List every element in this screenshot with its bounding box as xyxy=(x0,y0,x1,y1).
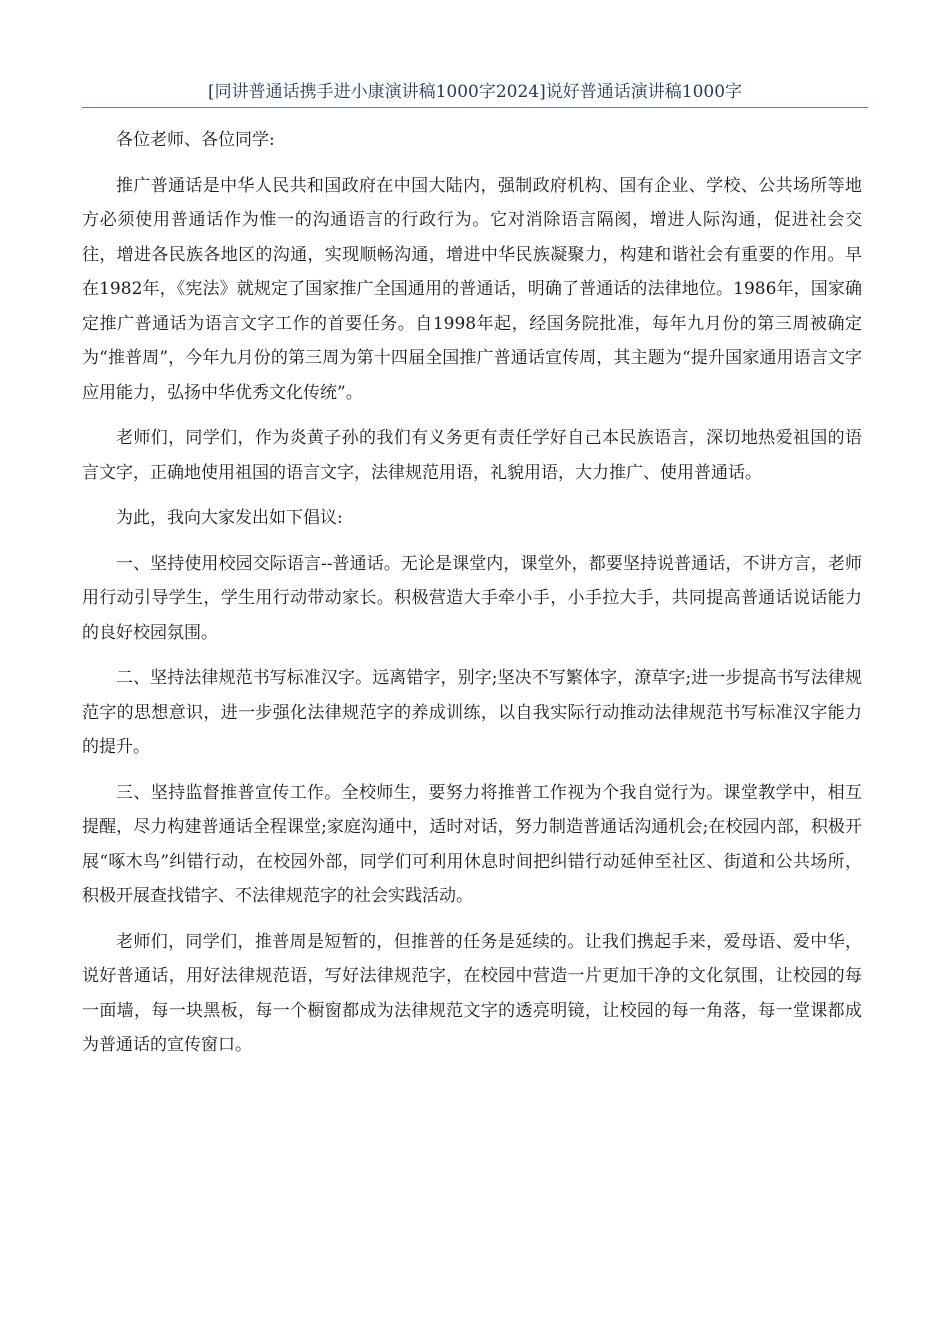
document-body xyxy=(82,123,862,1074)
body-paragraph: 老师们，同学们，作为炎黄子孙的我们有义务更有责任学好自己本民族语言，深切地热爱祖国的语言文字，正确地使用祖国的语言文字，法律规范用语，礼貌用语，大力推广、使用普通话。 xyxy=(82,428,862,483)
body-paragraph: 一、坚持使用校园交际语言--普通话。无论是课堂内，课堂外，都要坚持说普通话，不讲方言，老师用行动引导学生，学生用行动带动家长。积极营造大手牵小手，小手拉大手，共同提高普通话说话能力的良好校园氛围。 xyxy=(82,553,862,643)
body-paragraph: 三、坚持监督推普宣传工作。全校师生，要努力将推普工作视为个我自觉行为。课堂教学中，相互提醒，尽力构建普通话全程课堂;家庭沟通中，适时对话，努力制造普通话沟通机会;在校园内部，积极开展“啄木鸟”纠错行动，在校园外部，同学们可利用休息时间把纠错行动延伸至社区、街道和公共场所，积极开展查找错字、不法律规范字的社会实践活动。 xyxy=(82,782,862,906)
body-paragraph: 推广普通话是中华人民共和国政府在中国大陆内，强制政府机构、国有企业、学校、公共场所等地方必须使用普通话作为惟一的沟通语言的行政行为。它对消除语言隔阂，增进人际沟通，促进社会交往，增进各民族各地区的沟通，实现顺畅沟通，增进中华民族凝聚力，构建和谐社会有重要的作用。早在1982年，《宪法》就规定了国家推广全国通用的普通话，明确了普通话的法律地位。1986年，国家确定推广普通话为语言文字工作的首要任务。自1998年起，经国务院批准，每年九月份的第三周被确定为“推普周”，今年九月份的第三周为第十四届全国推广普通话宣传周，其主题为“提升国家通用语言文字应用能力，弘扬中华优秀文化传统”。 xyxy=(82,175,862,403)
body-paragraph: 二、坚持法律规范书写标准汉字。远离错字，别字;坚决不写繁体字，潦草字;进一步提高书写法律规范字的思想意识，进一步强化法律规范字的养成训练，以自我实际行动推动法律规范书写标准汉字能力的提升。 xyxy=(82,668,862,757)
closing-paragraph: 老师们，同学们，推普周是短暂的，但推普的任务是延续的。让我们携起手来，爱母语、爱中华，说好普通话，用好法律规范语，写好法律规范字，在校园中营造一片更加干净的文化氛围，让校园的每一面墙，每一块黑板，每一个橱窗都成为法律规范文字的透亮明镜，让校园的每一角落，每一堂课都成为普通话的宣传窗口。 xyxy=(82,931,862,1055)
salutation-paragraph: 各位老师、各位同学: xyxy=(116,130,275,150)
page-header-title: [同讲普通话携手进小康演讲稿1000字2024]说好普通话演讲稿1000字 xyxy=(207,82,743,102)
header-divider xyxy=(82,107,868,108)
body-paragraph: 为此，我向大家发出如下倡议: xyxy=(116,508,343,528)
